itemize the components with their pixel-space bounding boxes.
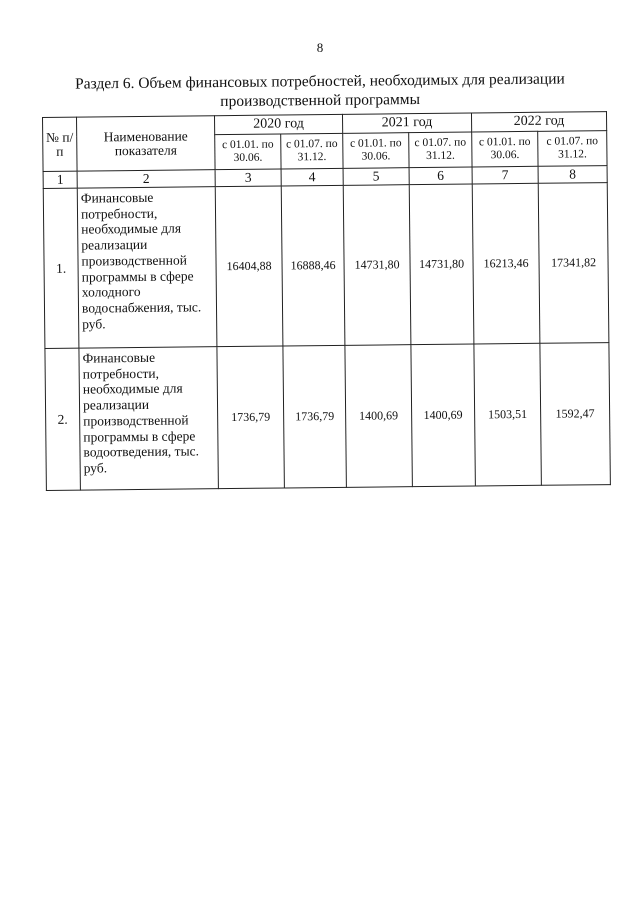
column-index: 8 xyxy=(538,166,607,184)
row-number: 1. xyxy=(43,188,79,348)
indicator-name: Финансовые потребности, необходимые для реализации производственной программы в сфере холодного водоснабжения, тыс. руб. xyxy=(77,187,217,348)
value-cell: 1400,69 xyxy=(411,344,475,487)
column-index: 2 xyxy=(77,170,215,188)
header-period: с 01.07. по 31.12. xyxy=(538,131,607,167)
value-cell: 1736,79 xyxy=(283,345,346,488)
section-title xyxy=(40,69,600,113)
value-cell: 1592,47 xyxy=(540,343,610,486)
value-cell: 16888,46 xyxy=(281,185,345,346)
value-cell: 16213,46 xyxy=(472,183,540,344)
value-cell: 14731,80 xyxy=(409,184,474,345)
header-period: с 01.01. по 30.06. xyxy=(472,131,538,167)
header-period: с 01.01. по 30.06. xyxy=(343,133,409,169)
row-number: 2. xyxy=(45,348,80,490)
value-cell: 1736,79 xyxy=(217,346,284,489)
header-period: с 01.07. по 31.12. xyxy=(409,132,472,168)
header-year-2020: 2020 год xyxy=(214,114,342,134)
value-cell: 1503,51 xyxy=(474,343,541,486)
column-index: 6 xyxy=(409,167,472,185)
page-number: 8 xyxy=(316,40,324,55)
table-row xyxy=(45,343,610,491)
value-cell: 1400,69 xyxy=(345,345,412,488)
header-year-2021: 2021 год xyxy=(342,113,471,133)
section-title-line2: производственной программы xyxy=(220,90,421,111)
column-index: 5 xyxy=(343,168,409,186)
column-index: 7 xyxy=(472,166,538,184)
header-indicator-name: Наименование показателя xyxy=(77,116,216,171)
header-period: с 01.01. по 30.06. xyxy=(215,134,281,170)
header-year-2022: 2022 год xyxy=(471,112,606,132)
column-index: 1 xyxy=(43,171,77,188)
financial-needs-table xyxy=(42,111,611,491)
value-cell: 17341,82 xyxy=(538,183,609,344)
table-row xyxy=(43,183,609,349)
value-cell: 16404,88 xyxy=(215,186,283,347)
value-cell: 14731,80 xyxy=(343,185,411,346)
section-title-line1: Раздел 6. Объем финансовых потребностей, необходимых для реализации xyxy=(74,70,565,93)
header-number: № п/п xyxy=(43,117,78,171)
indicator-name: Финансовые потребности, необходимые для реализации производственной программы в сфере водоотведения, тыс. руб. xyxy=(79,347,218,490)
header-period: с 01.07. по 31.12. xyxy=(281,133,343,169)
column-index: 3 xyxy=(215,169,281,187)
column-index: 4 xyxy=(281,168,343,186)
financial-needs-table-wrapper xyxy=(42,111,610,491)
